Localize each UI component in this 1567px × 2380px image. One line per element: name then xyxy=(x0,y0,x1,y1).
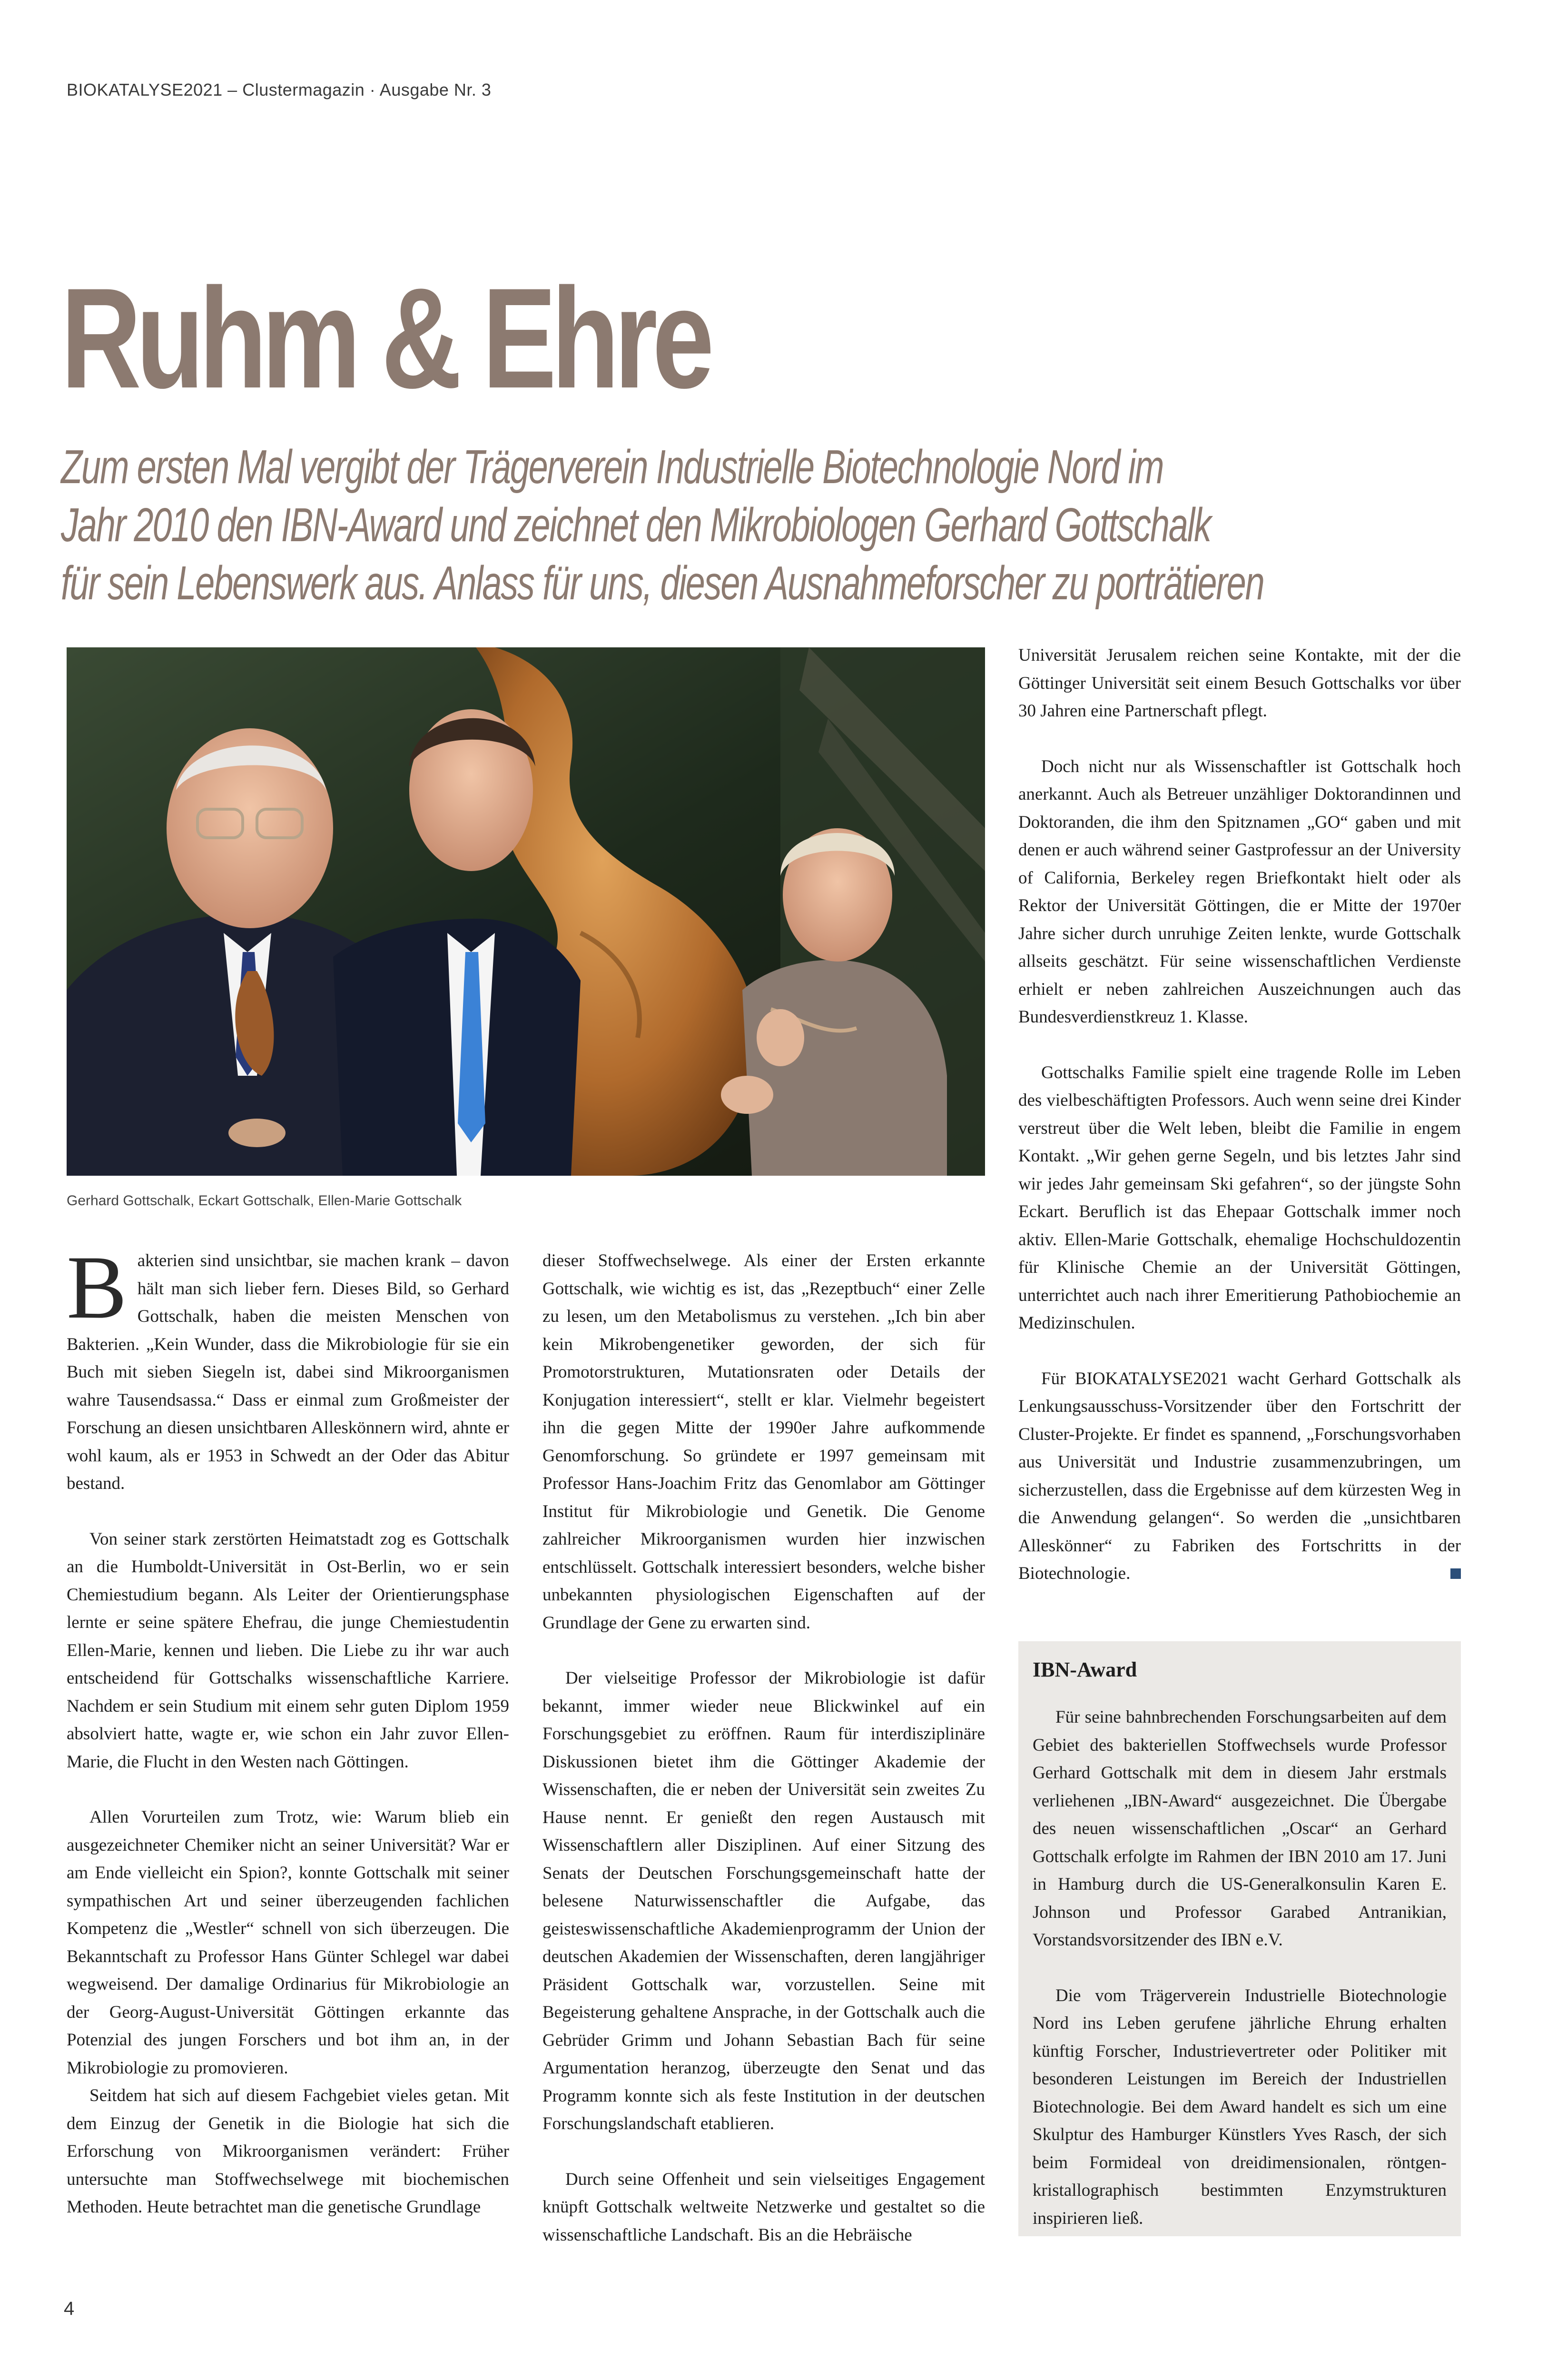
sidebar-heading: IBN-Award xyxy=(1033,1658,1137,1681)
running-head: BIOKATALYSE2021 – Clustermagazin · Ausgabe Nr. 3 xyxy=(67,80,492,99)
paragraph-text: akterien sind unsichtbar, sie machen krank – davon hält man sich lieber fern. Dieses Bild, so Gerhard Gottschalk, haben die meisten Menschen von Bakterien. „Kein Wunder, dass die Mikrobiologie für sie ein Buch mit sieben Siegeln ist, dabei sind Mikroorganismen wahre Tausendsassa.“ Dass er einmal zum Großmeister der Forschung an diesen unsichtbaren Alleskönnern wird, ahnte er wohl kaum, als er 1953 in Schwedt an der Oder das Abitur bestand. xyxy=(67,1251,509,1493)
article-paragraph: Doch nicht nur als Wissenschaftler ist Gottschalk hoch anerkannt. Auch als Betreuer unzähliger Doktorandinnen und Doktoranden, die ihm den Spitznamen „GO“ gaben und mit denen er auch während seiner Gastprofessur an der University of California, Berkeley regen Briefkontakt hielt oder als Rektor der Universität Göttingen, die er Mitte der 1970er Jahre sicher durch unruhige Zeiten lenkte, wurde Gottschalk allseits geschätzt. Für seine wissenschaftlichen Verdienste erhielt er neben zahlreichen Auszeichnungen auch das Bundesverdienstkreuz 1. Klasse. xyxy=(1018,756,1461,1027)
sidebar-paragraph: Die vom Trägerverein Industrielle Biotechnologie Nord ins Leben gerufene jährliche Ehrung erhalten künftig Forscher, Industrievertreter oder Politiker mit besonderen Leistungen im Bereich der Industriellen Biotechnologie. Bei dem Award handelt es sich um eine Skulptur des Hamburger Künstlers Yves Rasch, der sich beim Formideal von dreidimensionalen, röntgen-kristallographisch bestimmten Enzymstrukturen inspirieren ließ. xyxy=(1033,1985,1447,2228)
page-number: 4 xyxy=(64,2298,75,2319)
ibn-award-sidebar xyxy=(1018,1641,1461,2236)
deck-line: Zum ersten Mal vergibt der Trägerverein Industrielle Biotechnologie Nord im xyxy=(61,440,1163,494)
article-paragraph: Seitdem hat sich auf diesem Fachgebiet vieles getan. Mit dem Einzug der Genetik in die Biologie hat sich die Erforschung von Mikroorganismen verändert: Früher untersuchte man Stoffwechselwege mit biochemischen Methoden. Heute betrachtet man die genetische Grundlage xyxy=(67,2086,509,2217)
article-column-2 xyxy=(542,1247,985,2277)
deck-line: Jahr 2010 den IBN-Award und zeichnet den Mikrobiologen Gerhard Gottschalk xyxy=(61,498,1211,552)
deck-line: für sein Lebenswerk aus. Anlass für uns, diesen Ausnahmeforscher zu porträtieren xyxy=(61,556,1264,610)
article-paragraph: dieser Stoffwechselwege. Als einer der Ersten erkannte Gottschalk, wie wichtig es ist, das „Rezeptbuch“ einer Zelle zu lesen, um den Metabolismus zu verstehen. „Ich bin aber kein Mikrobengenetiker geworden, der sich für Promotorstrukturen, Mutationsraten oder Details der Konjugation interessiert“, stellt er klar. Vielmehr begeistert ihn die gegen Mitte der 1990er Jahre aufkommende Genomforschung. So gründete er 1997 gemeinsam mit Professor Hans-Joachim Fritz das Genomlabor am Göttinger Institut für Mikrobiologie und Genetik. Die Genome zahlreicher Mikroorganismen wurden hier inzwischen entschlüsselt. Gottschalk interessiert besonders, welche bisher unbekannten physiologischen Eigenschaften auf der Grundlage der Gene zu erwarten sind. xyxy=(542,1251,985,1633)
paragraph-text: Für BIOKATALYSE2021 wacht Gerhard Gottschalk als Lenkungsausschuss-Vorsitzender über den Fortschritt der Cluster-Projekte. Er findet es spannend, „Forschungsvorhaben aus Universität und Industrie zusammenzubringen, um sicherzustellen, dass die Ergebnisse auf dem kürzesten Weg in die Anwendung gelangen“. So werden die „unsichtbaren Alleskönner“ zu Fabriken des Fortschritts in der Biotechnologie. xyxy=(1018,1368,1461,1583)
article-paragraph xyxy=(1018,1365,1461,1588)
article-paragraph: Der vielseitige Professor der Mikrobiologie ist dafür bekannt, immer wieder neue Blickwinkel auf ein Forschungsgebiet zu eröffnen. Raum für interdisziplinäre Diskussionen bietet ihm die Göttinger Akademie der Wissenschaften, die er neben der Universität sein zweites Zu Hause nennt. Er genießt den regen Austausch mit Wissenschaftlern aller Disziplinen. Auf einer Sitzung des Senats der Deutschen Forschungsgemeinschaft hatte der belesene Naturwissenschaftler die Aufgabe, das geisteswissenschaftliche Akademienprogramm der Union der deutschen Akademien der Wissenschaften, deren langjähriger Präsident Gottschalk war, vorzustellen. Seine mit Begeisterung gehaltene Ansprache, in der Gottschalk auch die Gebrüder Grimm und Johann Sebastian Bach für seine Argumentation heranzog, überzeugte den Senat und das Programm konnte sich als feste Institution in der deutschen Forschungslandschaft etablieren. xyxy=(542,1668,985,2133)
family-portrait-photo xyxy=(67,647,985,1176)
article-paragraph xyxy=(67,1238,509,1498)
end-mark-icon xyxy=(1450,1568,1461,1579)
drop-cap: B xyxy=(67,1238,127,1338)
article-column-3 xyxy=(1018,642,1461,1616)
sidebar-paragraph: Für seine bahnbrechenden Forschungsarbeiten auf dem Gebiet des bakteriellen Stoffwechsels wurde Professor Gerhard Gottschalk mit dem in diesem Jahr erstmals verliehenen „IBN-Award“ ausgezeichnet. Die Übergabe des neuen wissenschaftlichen „Oscar“ an Gerhard Gottschalk erfolgte im Rahmen der IBN 2010 am 17. Juni in Hamburg durch die US-Generalkonsulin Karen E. Johnson und Professor Garabed Antranikian, Vorstandsvorsitzender des IBN e.V. xyxy=(1033,1707,1447,1950)
article-paragraph: Von seiner stark zerstörten Heimatstadt zog es Gottschalk an die Humboldt-Universität in Ost-Berlin, wo er sein Chemiestudium begann. Als Leiter der Orientierungsphase lernte er seine spätere Ehefrau, die junge Chemiestudentin Ellen-Marie, kennen und lieben. Die Liebe zu ihr war auch entscheidend für Gottschalks wissenschaftliche Karriere. Nachdem er sein Studium mit einem sehr guten Diplom 1959 absolviert hatte, wagte er, wie schon ein Jahr zuvor Ellen-Marie, die Flucht in den Westen nach Göttingen. xyxy=(67,1529,509,1772)
article-paragraph: Universität Jerusalem reichen seine Kontakte, mit der die Göttinger Universität seit einem Besuch Gottschalks vor über 30 Jahren eine Partnerschaft pflegt. xyxy=(1018,645,1461,721)
photo-caption: Gerhard Gottschalk, Eckart Gottschalk, Ellen-Marie Gottschalk xyxy=(67,1193,462,1209)
article-deck xyxy=(61,438,1264,612)
article-paragraph: Durch seine Offenheit und sein vielseitiges Engagement knüpft Gottschalk weltweite Netzwerke und gestaltet so die wissenschaftliche Landschaft. Bis an die Hebräische xyxy=(542,2169,985,2245)
article-title: Ruhm & Ehre xyxy=(61,258,710,418)
article-paragraph: Gottschalks Familie spielt eine tragende Rolle im Leben des vielbeschäftigten Professors. Auch wenn seine drei Kinder verstreut über die Welt leben, bleibt die Familie in engem Kontakt. „Wir gehen gerne Segeln, und bis letztes Jahr sind wir jedes Jahr gemeinsam Ski gefahren“, so der jüngste Sohn Eckart. Beruflich ist das Ehepaar Gottschalk immer noch aktiv. Ellen-Marie Gottschalk, ehemalige Hochschuldozentin für Klinische Chemie an der Universität Göttingen, unterrichtet auch nach ihrer Emeritierung Pathobiochemie an Medizinschulen. xyxy=(1018,1062,1461,1333)
article-column-1 xyxy=(67,1238,509,2249)
article-paragraph: Allen Vorurteilen zum Trotz, wie: Warum blieb ein ausgezeichneter Chemiker nicht an seiner Universität? War er am Ende vielleicht ein Spion?, konnte Gottschalk mit seiner sympathischen Art und seiner überzeugenden fachlichen Kompetenz die „Westler“ schnell von sich überzeugen. Die Bekanntschaft zu Professor Hans Günter Schlegel war dabei wegweisend. Der damalige Ordinarius für Mikrobiologie an der Georg-August-Universität Göttingen erkannte das Potenzial des jungen Forschers und bot ihm an, in der Mikrobiologie zu promovieren. xyxy=(67,1807,509,2078)
